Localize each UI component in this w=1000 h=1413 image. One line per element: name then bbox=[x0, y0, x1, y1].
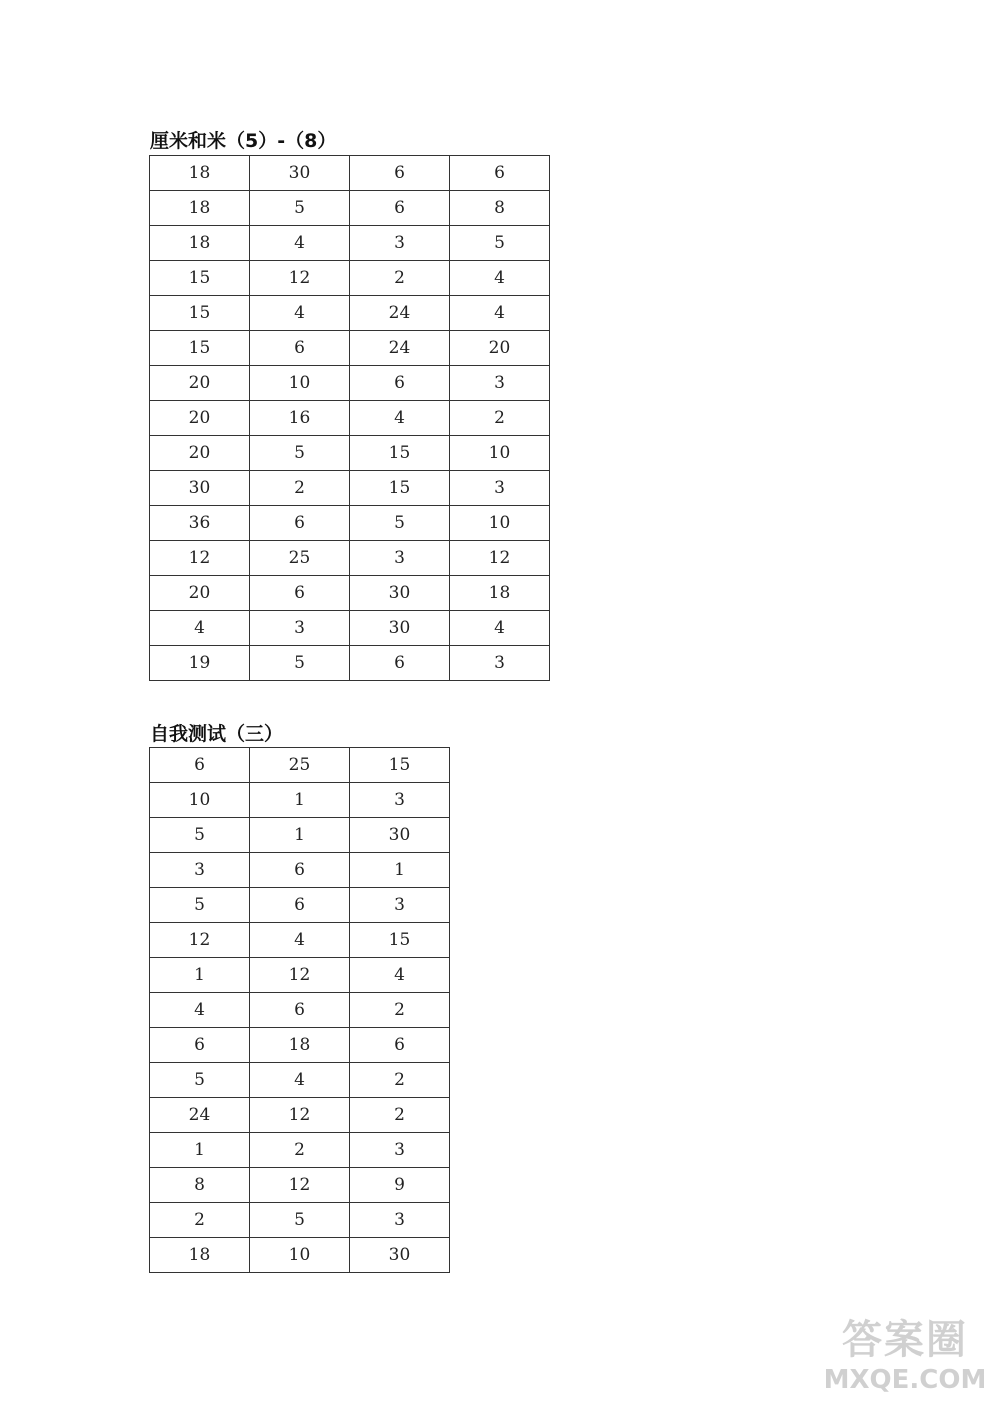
table-row bbox=[150, 1133, 450, 1168]
watermark-logo bbox=[820, 1316, 990, 1406]
answer-cell: 12 bbox=[150, 541, 250, 576]
table-row bbox=[150, 783, 450, 818]
answer-cell: 4 bbox=[150, 993, 250, 1028]
answer-cell: 4 bbox=[450, 296, 550, 331]
table-row bbox=[150, 888, 450, 923]
table-row bbox=[150, 261, 550, 296]
answer-cell: 3 bbox=[350, 783, 450, 818]
answer-cell: 5 bbox=[350, 506, 450, 541]
answer-cell: 30 bbox=[150, 471, 250, 506]
answer-cell: 2 bbox=[250, 1133, 350, 1168]
answer-cell: 2 bbox=[350, 1063, 450, 1098]
answer-cell: 2 bbox=[450, 401, 550, 436]
answer-cell: 20 bbox=[150, 401, 250, 436]
answer-cell: 3 bbox=[450, 471, 550, 506]
answer-cell: 30 bbox=[350, 818, 450, 853]
answer-cell: 3 bbox=[350, 1203, 450, 1238]
answer-cell: 8 bbox=[450, 191, 550, 226]
answer-cell: 6 bbox=[350, 1028, 450, 1063]
answer-cell: 20 bbox=[150, 576, 250, 611]
answer-cell: 8 bbox=[150, 1168, 250, 1203]
table-row bbox=[150, 366, 550, 401]
answer-cell: 2 bbox=[150, 1203, 250, 1238]
answer-cell: 6 bbox=[250, 853, 350, 888]
answer-cell: 10 bbox=[250, 366, 350, 401]
answer-cell: 12 bbox=[250, 261, 350, 296]
table-row bbox=[150, 541, 550, 576]
answer-cell: 30 bbox=[350, 611, 450, 646]
answer-cell: 36 bbox=[150, 506, 250, 541]
answer-cell: 16 bbox=[250, 401, 350, 436]
table-row bbox=[150, 958, 450, 993]
answer-cell: 4 bbox=[250, 226, 350, 261]
answer-cell: 6 bbox=[250, 888, 350, 923]
table-row bbox=[150, 1098, 450, 1133]
answer-cell: 18 bbox=[150, 1238, 250, 1273]
answer-cell: 1 bbox=[150, 1133, 250, 1168]
answer-cell: 3 bbox=[250, 611, 350, 646]
answer-cell: 5 bbox=[150, 818, 250, 853]
answer-cell: 6 bbox=[350, 156, 450, 191]
answer-cell: 4 bbox=[350, 401, 450, 436]
answer-cell: 3 bbox=[350, 1133, 450, 1168]
answer-cell: 10 bbox=[250, 1238, 350, 1273]
table-row bbox=[150, 1238, 450, 1273]
section-title-self-test-3: 自我测试（三） bbox=[150, 723, 284, 745]
answer-cell: 4 bbox=[350, 958, 450, 993]
answer-cell: 5 bbox=[250, 1203, 350, 1238]
answer-cell: 3 bbox=[350, 888, 450, 923]
answer-cell: 18 bbox=[150, 191, 250, 226]
answer-cell: 12 bbox=[250, 1098, 350, 1133]
answer-cell: 24 bbox=[350, 331, 450, 366]
answer-cell: 24 bbox=[350, 296, 450, 331]
table-row bbox=[150, 1168, 450, 1203]
answer-cell: 1 bbox=[150, 958, 250, 993]
watermark-url-text: MXQE.COM bbox=[823, 1365, 987, 1395]
answer-cell: 4 bbox=[250, 923, 350, 958]
answer-cell: 4 bbox=[450, 611, 550, 646]
answer-cell: 6 bbox=[450, 156, 550, 191]
answer-cell: 6 bbox=[150, 1028, 250, 1063]
answer-cell: 4 bbox=[250, 296, 350, 331]
answer-cell: 15 bbox=[150, 296, 250, 331]
answer-cell: 15 bbox=[150, 331, 250, 366]
table-row bbox=[150, 471, 550, 506]
answer-cell: 1 bbox=[350, 853, 450, 888]
table-row bbox=[150, 401, 550, 436]
answer-cell: 25 bbox=[250, 541, 350, 576]
answer-cell: 2 bbox=[250, 471, 350, 506]
answer-cell: 2 bbox=[350, 1098, 450, 1133]
answer-cell: 30 bbox=[350, 576, 450, 611]
answer-cell: 4 bbox=[450, 261, 550, 296]
answer-cell: 3 bbox=[150, 853, 250, 888]
answer-cell: 12 bbox=[150, 923, 250, 958]
table-row bbox=[150, 156, 550, 191]
answer-cell: 30 bbox=[250, 156, 350, 191]
answer-cell: 20 bbox=[450, 331, 550, 366]
table-row bbox=[150, 331, 550, 366]
answer-cell: 15 bbox=[350, 923, 450, 958]
answer-cell: 12 bbox=[250, 1168, 350, 1203]
answer-cell: 18 bbox=[150, 226, 250, 261]
section-title-centimeters-meters: 厘米和米（5）-（8） bbox=[150, 130, 337, 152]
table-row bbox=[150, 506, 550, 541]
answer-cell: 15 bbox=[350, 436, 450, 471]
table-row bbox=[150, 748, 450, 783]
answer-cell: 5 bbox=[150, 888, 250, 923]
table-row bbox=[150, 818, 450, 853]
answer-cell: 6 bbox=[150, 748, 250, 783]
answer-cell: 6 bbox=[250, 331, 350, 366]
answer-cell: 9 bbox=[350, 1168, 450, 1203]
answer-cell: 15 bbox=[350, 471, 450, 506]
answer-cell: 15 bbox=[350, 748, 450, 783]
answer-cell: 10 bbox=[150, 783, 250, 818]
answer-cell: 5 bbox=[250, 191, 350, 226]
answer-table-self-test-3 bbox=[149, 747, 450, 1273]
answer-cell: 6 bbox=[350, 366, 450, 401]
table-row bbox=[150, 576, 550, 611]
table-row bbox=[150, 436, 550, 471]
answer-cell: 1 bbox=[250, 783, 350, 818]
table-row bbox=[150, 993, 450, 1028]
answer-cell: 6 bbox=[250, 576, 350, 611]
answer-cell: 6 bbox=[250, 506, 350, 541]
answer-cell: 10 bbox=[450, 436, 550, 471]
answer-cell: 19 bbox=[150, 646, 250, 681]
answer-table-centimeters-meters bbox=[149, 155, 550, 681]
answer-cell: 12 bbox=[450, 541, 550, 576]
answer-cell: 6 bbox=[250, 993, 350, 1028]
answer-cell: 2 bbox=[350, 993, 450, 1028]
answer-cell: 12 bbox=[250, 958, 350, 993]
answer-cell: 10 bbox=[450, 506, 550, 541]
table-row bbox=[150, 611, 550, 646]
answer-cell: 5 bbox=[450, 226, 550, 261]
answer-cell: 5 bbox=[250, 436, 350, 471]
answer-cell: 5 bbox=[150, 1063, 250, 1098]
answer-cell: 20 bbox=[150, 366, 250, 401]
answer-cell: 25 bbox=[250, 748, 350, 783]
table-row bbox=[150, 191, 550, 226]
table-row bbox=[150, 296, 550, 331]
answer-cell: 20 bbox=[150, 436, 250, 471]
answer-cell: 18 bbox=[150, 156, 250, 191]
answer-cell: 3 bbox=[450, 646, 550, 681]
answer-cell: 3 bbox=[350, 541, 450, 576]
answer-cell: 24 bbox=[150, 1098, 250, 1133]
table-row bbox=[150, 1028, 450, 1063]
answer-cell: 1 bbox=[250, 818, 350, 853]
table-row bbox=[150, 1063, 450, 1098]
watermark-logo-text: 答案圈 bbox=[842, 1317, 968, 1363]
answer-cell: 6 bbox=[350, 191, 450, 226]
table-row bbox=[150, 646, 550, 681]
answer-cell: 2 bbox=[350, 261, 450, 296]
table-row bbox=[150, 226, 550, 261]
table-row bbox=[150, 1203, 450, 1238]
answer-cell: 4 bbox=[150, 611, 250, 646]
answer-cell: 3 bbox=[350, 226, 450, 261]
table-row bbox=[150, 853, 450, 888]
answer-cell: 18 bbox=[250, 1028, 350, 1063]
answer-cell: 15 bbox=[150, 261, 250, 296]
table-row bbox=[150, 923, 450, 958]
answer-cell: 18 bbox=[450, 576, 550, 611]
answer-cell: 3 bbox=[450, 366, 550, 401]
answer-cell: 5 bbox=[250, 646, 350, 681]
answer-cell: 6 bbox=[350, 646, 450, 681]
answer-cell: 4 bbox=[250, 1063, 350, 1098]
answer-cell: 30 bbox=[350, 1238, 450, 1273]
